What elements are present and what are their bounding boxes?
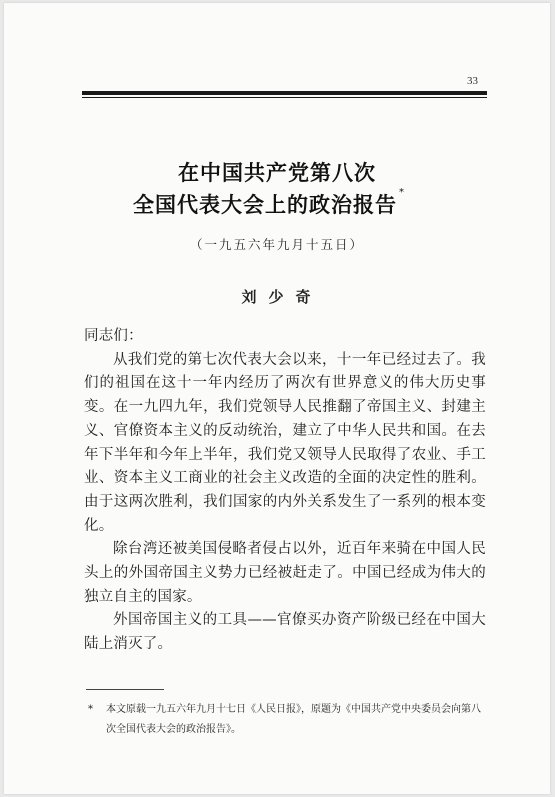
title-line-2-text: 全国代表大会上的政治报告 — [133, 193, 397, 217]
footnote-mark: * — [88, 704, 93, 715]
author-name: 刘少奇 — [241, 288, 323, 306]
body-text — [84, 325, 486, 657]
header-rule-thin — [82, 97, 487, 98]
title-line-1: 在中国共产党第八次 — [178, 161, 376, 185]
header-rule-thick — [82, 91, 487, 95]
paragraph-2: 除台湾还被美国侵略者侵占以外，近百年来骑在中国人民头上的外国帝国主义势力已经被赶走了。中国已经成为伟大的独立自主的国家。 — [84, 541, 486, 605]
footnote-rule — [86, 689, 164, 690]
page-number: 33 — [467, 75, 478, 87]
footnote-text: 本文原载一九五六年九月十七日《人民日报》，原题为《中国共产党中央委员会向第八次全国代表大会的政治报告》。 — [106, 704, 481, 735]
book-page — [4, 3, 550, 794]
speech-date: （一九五六年九月十五日） — [189, 237, 364, 252]
paragraph-1: 从我们党的第七次代表大会以来，十一年已经过去了。我们的祖国在这十一年内经历了两次有世界意义的伟大历史事变。在一九四九年，我们党领导人民推翻了帝国主义、封建主义、官僚资本主义的反动统治，建立了中华人民共和国。在去年下半年和今年上半年，我们党又领导人民取得了农业、手工业、资本主义工商业的社会主义改造的全面的决定性的胜利。由于这两次胜利，我们国家的内外关系发生了一系列的根本变化。 — [84, 351, 486, 534]
paragraph-3: 外国帝国主义的工具——官僚买办资产阶级已经在中国大陆上消灭了。 — [84, 612, 486, 653]
title-line-2 — [0, 189, 542, 219]
title-footnote-mark: * — [399, 187, 405, 198]
footnote — [88, 700, 486, 740]
salutation: 同志们： — [84, 328, 143, 344]
